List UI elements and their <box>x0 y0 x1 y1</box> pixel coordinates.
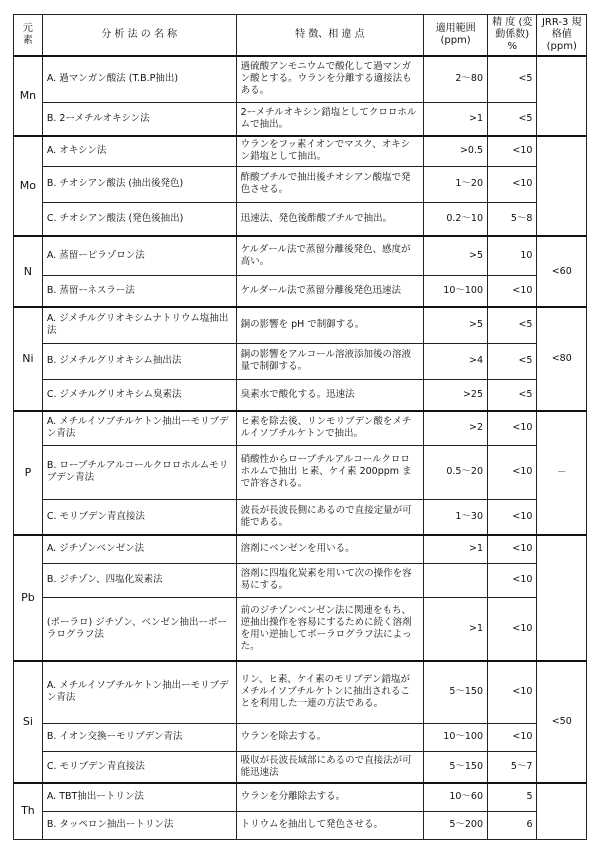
accuracy-cell: <10 <box>488 445 537 499</box>
range-cell: >2 <box>424 411 488 445</box>
table-row <box>14 723 587 751</box>
features-cell: ヒ素を除去後、リンモリブデン酸をメチルイソブチルケトンで抽出。 <box>236 411 424 445</box>
range-cell: >1 <box>424 535 488 563</box>
features-cell: 波長が長波長側にあるので直接定量が可能である。 <box>236 499 424 535</box>
features-cell: リン、ヒ素、ケイ素のモリブデン錯塩がメチルイソブチルケトンに抽出されることを利用した一連の方法である。 <box>236 661 424 723</box>
table-row <box>14 166 587 202</box>
header-method: 分 析 法 の 名 称 <box>42 15 236 57</box>
table-row <box>14 275 587 307</box>
method-cell: C. ジメチルグリオキシム臭素法 <box>42 379 236 411</box>
method-cell: C. モリブデン青直接法 <box>42 499 236 535</box>
table-row <box>14 411 587 445</box>
table-row <box>14 751 587 783</box>
element-cell: Mn <box>14 56 43 136</box>
features-cell: トリウムを抽出して発色させる。 <box>236 811 424 839</box>
range-cell: >5 <box>424 307 488 343</box>
table-row <box>14 202 587 236</box>
accuracy-cell: <10 <box>488 661 537 723</box>
analysis-methods-table-wrap <box>13 14 587 840</box>
method-cell: B. チオシアン酸法 (抽出後発色) <box>42 166 236 202</box>
table-row <box>14 597 587 661</box>
element-cell: Ni <box>14 307 43 411</box>
method-cell: B. ジチゾン、四塩化炭素法 <box>42 563 236 597</box>
table-row <box>14 307 587 343</box>
method-cell: A. 蒸留ーピラゾロン法 <box>42 236 236 275</box>
table-row <box>14 499 587 535</box>
accuracy-cell: <10 <box>488 275 537 307</box>
jrr-spec-cell: <60 <box>537 236 587 307</box>
features-cell: 硝酸性からローブチルアルコールクロロホルムで抽出 ヒ素、ケイ素 200ppm まで許容される。 <box>236 445 424 499</box>
method-cell: B. 2ーメチルオキシン法 <box>42 102 236 136</box>
method-cell: C. チオシアン酸法 (発色後抽出) <box>42 202 236 236</box>
table-row <box>14 783 587 811</box>
element-cell: Si <box>14 661 43 783</box>
range-cell: >1 <box>424 102 488 136</box>
table-row <box>14 56 587 102</box>
range-cell: 1～20 <box>424 166 488 202</box>
range-cell: >5 <box>424 236 488 275</box>
method-cell: B. ローブチルアルコールクロロホルムモリブデン青法 <box>42 445 236 499</box>
accuracy-cell: <10 <box>488 136 537 166</box>
range-cell: 10～100 <box>424 275 488 307</box>
features-cell: 前のジチゾンベンゼン法に関連をもち、逆抽出操作を容易にするために続く溶剤を用い逆抽してポーラログラフ法によった。 <box>236 597 424 661</box>
features-cell: 2ーメチルオキシン錯塩としてクロロホルムで抽出。 <box>236 102 424 136</box>
accuracy-cell: 6 <box>488 811 537 839</box>
accuracy-cell: 10 <box>488 236 537 275</box>
features-cell: 溶剤にベンゼンを用いる。 <box>236 535 424 563</box>
range-cell: >0.5 <box>424 136 488 166</box>
header-accuracy: 精 度 (変動係数) % <box>488 15 537 57</box>
accuracy-cell: 5 <box>488 783 537 811</box>
range-cell: 0.5～20 <box>424 445 488 499</box>
jrr-spec-cell: <50 <box>537 661 587 783</box>
method-cell: A. ジメチルグリオキシムナトリウム塩抽出法 <box>42 307 236 343</box>
table-row <box>14 343 587 379</box>
method-cell: A. TBT抽出ートリン法 <box>42 783 236 811</box>
header-element: 元素 <box>14 15 43 57</box>
method-cell: B. 蒸留ーネスラー法 <box>42 275 236 307</box>
range-cell <box>424 563 488 597</box>
features-cell: 臭素水で酸化する。迅速法 <box>236 379 424 411</box>
table-row <box>14 661 587 723</box>
accuracy-cell: <10 <box>488 563 537 597</box>
accuracy-cell: <5 <box>488 102 537 136</box>
element-cell: N <box>14 236 43 307</box>
header-jrr-spec: JRR-3 規格値 (ppm) <box>537 15 587 57</box>
jrr-spec-cell <box>537 56 587 136</box>
accuracy-cell: <5 <box>488 343 537 379</box>
jrr-spec-cell <box>537 783 587 839</box>
accuracy-cell: <10 <box>488 723 537 751</box>
range-cell: >25 <box>424 379 488 411</box>
table-row <box>14 563 587 597</box>
method-cell: A. メチルイソブチルケトン抽出ーモリブデン青法 <box>42 411 236 445</box>
features-cell: 過硫酸アンモニウムで酸化して過マンガン酸とする。ウランを分離する適接法もある。 <box>236 56 424 102</box>
features-cell: 銅の影響をアルコール溶液添加後の溶液量で制御する。 <box>236 343 424 379</box>
features-cell: ウランをフッ素イオンでマスク、オキシン錯塩として抽出。 <box>236 136 424 166</box>
jrr-spec-cell <box>537 535 587 661</box>
method-cell: A. メチルイソブチルケトン抽出ーモリブデン青法 <box>42 661 236 723</box>
features-cell: 銅の影響を pH で制御する。 <box>236 307 424 343</box>
range-cell: 2～80 <box>424 56 488 102</box>
table-row <box>14 535 587 563</box>
features-cell: 酢酸ブチルで抽出後チオシアン酸塩で発色させる。 <box>236 166 424 202</box>
jrr-spec-cell: － <box>537 411 587 535</box>
method-cell: A. オキシン法 <box>42 136 236 166</box>
method-cell: A. 過マンガン酸法 (T.B.P抽出) <box>42 56 236 102</box>
accuracy-cell: <5 <box>488 379 537 411</box>
element-cell: Pb <box>14 535 43 661</box>
accuracy-cell: <10 <box>488 597 537 661</box>
features-cell: ケルダール法で蒸留分離後発色迅速法 <box>236 275 424 307</box>
accuracy-cell: <5 <box>488 307 537 343</box>
table-row <box>14 136 587 166</box>
features-cell: ウランを分離除去する。 <box>236 783 424 811</box>
range-cell: 5～200 <box>424 811 488 839</box>
analysis-methods-table <box>13 14 587 840</box>
method-cell: C. モリブデン青直接法 <box>42 751 236 783</box>
table-body <box>14 56 587 839</box>
range-cell: 5～150 <box>424 661 488 723</box>
element-cell: Mo <box>14 136 43 236</box>
range-cell: 1～30 <box>424 499 488 535</box>
range-cell: 10～100 <box>424 723 488 751</box>
header-range: 適用範囲 (ppm) <box>424 15 488 57</box>
table-row <box>14 445 587 499</box>
accuracy-cell: <10 <box>488 499 537 535</box>
table-header <box>14 15 587 57</box>
range-cell: 5～150 <box>424 751 488 783</box>
table-row <box>14 102 587 136</box>
accuracy-cell: <10 <box>488 166 537 202</box>
method-cell: B. イオン交換ーモリブデン青法 <box>42 723 236 751</box>
method-cell: A. ジチゾンベンゼン法 <box>42 535 236 563</box>
accuracy-cell: <10 <box>488 411 537 445</box>
jrr-spec-cell: <80 <box>537 307 587 411</box>
features-cell: ウランを除去する。 <box>236 723 424 751</box>
features-cell: 吸収が長波長域部にあるので直接法が可能迅速法 <box>236 751 424 783</box>
features-cell: ケルダール法で蒸留分離後発色、感度が高い。 <box>236 236 424 275</box>
range-cell: 0.2～10 <box>424 202 488 236</box>
accuracy-cell: <10 <box>488 535 537 563</box>
table-row <box>14 811 587 839</box>
method-cell: B. ジメチルグリオキシム抽出法 <box>42 343 236 379</box>
table-row <box>14 379 587 411</box>
element-cell: P <box>14 411 43 535</box>
features-cell: 溶剤に四塩化炭素を用いて次の操作を容易にする。 <box>236 563 424 597</box>
accuracy-cell: <5 <box>488 56 537 102</box>
range-cell: >1 <box>424 597 488 661</box>
accuracy-cell: 5～7 <box>488 751 537 783</box>
range-cell: 10～60 <box>424 783 488 811</box>
header-features: 特 徴、相 違 点 <box>236 15 424 57</box>
accuracy-cell: 5～8 <box>488 202 537 236</box>
table-row <box>14 236 587 275</box>
method-cell: (ポーラロ) ジチゾン、ベンゼン抽出ーポーラログラフ法 <box>42 597 236 661</box>
features-cell: 迅速法、発色後酢酸ブチルで抽出。 <box>236 202 424 236</box>
range-cell: >4 <box>424 343 488 379</box>
method-cell: B. タッペロン抽出ートリン法 <box>42 811 236 839</box>
element-cell: Th <box>14 783 43 839</box>
jrr-spec-cell <box>537 136 587 236</box>
